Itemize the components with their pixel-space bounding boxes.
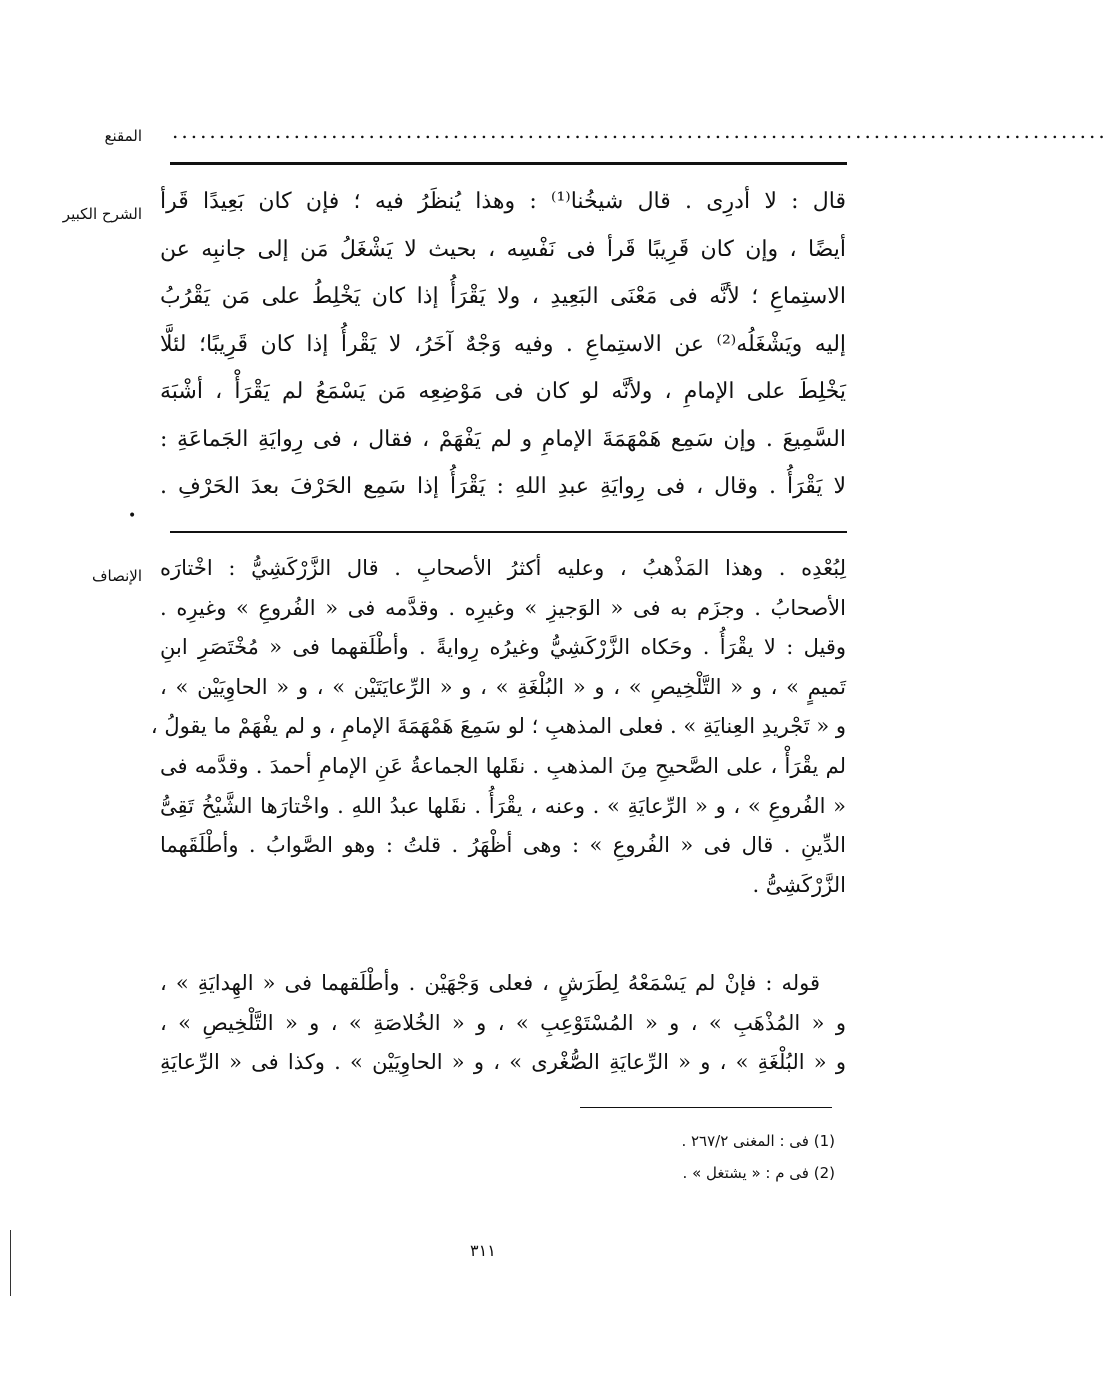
- text-line: الدِّينِ . قال فى « الفُروعِ » : وهى أظْهَرُ . قلتُ : وهو الصَّوابُ . وأطْلَقَهما: [160, 833, 846, 858]
- dotted-separator: ....................................................................................................: [172, 119, 1108, 143]
- text-line: « الفُروعِ » ، و « الرِّعايَةِ » . وعنه ، يقْرَأُ . نقَلها عبدُ اللهِ . واخْتارَها الشَّيْخُ تَقِىُّ: [160, 793, 846, 818]
- text-line: و « المُذْهَبِ » ، و « المُسْتَوْعِبِ » ، و « الخُلاصَةِ » ، و « التَّلْخِيصِ » ،: [160, 1010, 846, 1035]
- text-line: تَميمٍ » ، و « التَّلْخِيصِ » ، و « البُلْغَةِ » ، و « الرِّعايَتَيْن » ، و « الحاوِيَيْن » ،: [160, 674, 846, 699]
- text-line: و « البُلْغَةِ » ، و « الرِّعايَةِ الصُّغْرى » ، و « الحاوِيَيْن » . وكذا فى « الرِّعايَةِ: [160, 1050, 846, 1075]
- section-rule: [170, 531, 847, 533]
- text-line: و « تَجْريدِ العِنايَةِ » . فعلى المذهبِ ؛ لو سَمِعَ هَمْهَمَةَ الإمامِ ، و لم يفْهَمْ ما يقولُ ،: [150, 714, 846, 739]
- header-rule: [170, 162, 847, 165]
- text-line: لا يَقْرَأُ . وقال ، فى رِوايَةِ عبدِ اللهِ : يَقْرَأُ إذا سَمِع الحَرْفَ بعدَ الحَرْفِ .: [160, 474, 846, 499]
- qawl-text: [160, 964, 846, 1083]
- footnote-1: (1) فى : المغنى ٢٦٧/٢ .: [681, 1132, 835, 1150]
- text-line: يَخْلِطَ على الإمامِ ، ولأنَّه لو كان فى مَوْضِعِه مَن يَسْمَعُ لم يَقْرَأْ ، أشْبَهَ: [160, 379, 846, 404]
- insaf-text: [150, 549, 846, 905]
- footnote-2: (2) فى م : « يشتغل » .: [682, 1164, 835, 1182]
- text-line: وقيل : لا يقْرَأُ . وحَكاه الزَّرْكَشِيُّ وغيرُه رِوايةً . وأطْلَقهما فى « مُخْتَصَرِ ابنِ: [160, 635, 846, 660]
- page-number: ٣١١: [470, 1241, 496, 1260]
- text-line: السَّمِيعَ . وإن سَمِع هَمْهَمَةَ الإمامِ و لم يَفْهَمْ ، فقال ، فى رِوايَةِ الجَماعَةِ :: [160, 426, 846, 452]
- margin-dot: •: [128, 508, 137, 524]
- text-line: إليه ويَشْغَلُه⁽²⁾ عن الاستِماعِ . وفيه وَجْهٌ آخَرُ، لا يَقْرأُ إذا كان قَرِيبًا؛ لئلَّا: [160, 331, 847, 357]
- text-line: لم يقْرَأْ ، على الصَّحيحِ مِنَ المذهبِ . نقَلها الجماعةُ عَنِ الإمامِ أحمدَ . وقدَّمه فى: [160, 753, 846, 778]
- text-line: الزَّرْكَشِىُّ .: [752, 872, 846, 897]
- scan-edge-line: [10, 1230, 11, 1296]
- text-line: قوله : فإنْ لم يَسْمَعْهُ لِطَرَشٍ ، فعلى وَجْهَيْن . وأطْلَقهما فى « الهِدايَةِ » ،: [160, 971, 820, 995]
- text-line: قال : لا أدرِى . قال شيخُنا⁽¹⁾ : وهذا يُنظَرُ فيه ؛ فإن كان بَعِيدًا قَرأ: [160, 189, 847, 214]
- footnote-rule: [580, 1107, 832, 1108]
- book-label-sharh: الشرح الكبير: [62, 205, 142, 223]
- book-label-muqni: المقنع: [104, 127, 142, 145]
- text-line: الأصحابُ . وجزَم به فى « الوَجيزِ » وغيرِه . وقدَّمه فى « الفُروعِ » وغيرِه .: [160, 595, 846, 620]
- text-line: الاستِماعِ ؛ لأنَّه فى مَعْنَى البَعِيدِ ، ولا يَقْرَأُ إذا كان يَخْلِطُ على مَن يَقْرُبُ: [160, 284, 846, 309]
- sharh-text: [160, 178, 846, 511]
- text-line: أيضًا ، وإن كان قَرِيبًا قَرأ فى نَفْسِه ، بحيث لا يَشْغَلُ مَن إلى جانبِه عن: [160, 236, 846, 262]
- book-label-insaf: الإنصاف: [91, 567, 142, 585]
- text-line: لِبُعْدِه . وهذا المَذْهبُ ، وعليه أكثرُ الأصحابِ . قال الزَّرْكَشِيُّ : اخْتارَه: [160, 556, 846, 580]
